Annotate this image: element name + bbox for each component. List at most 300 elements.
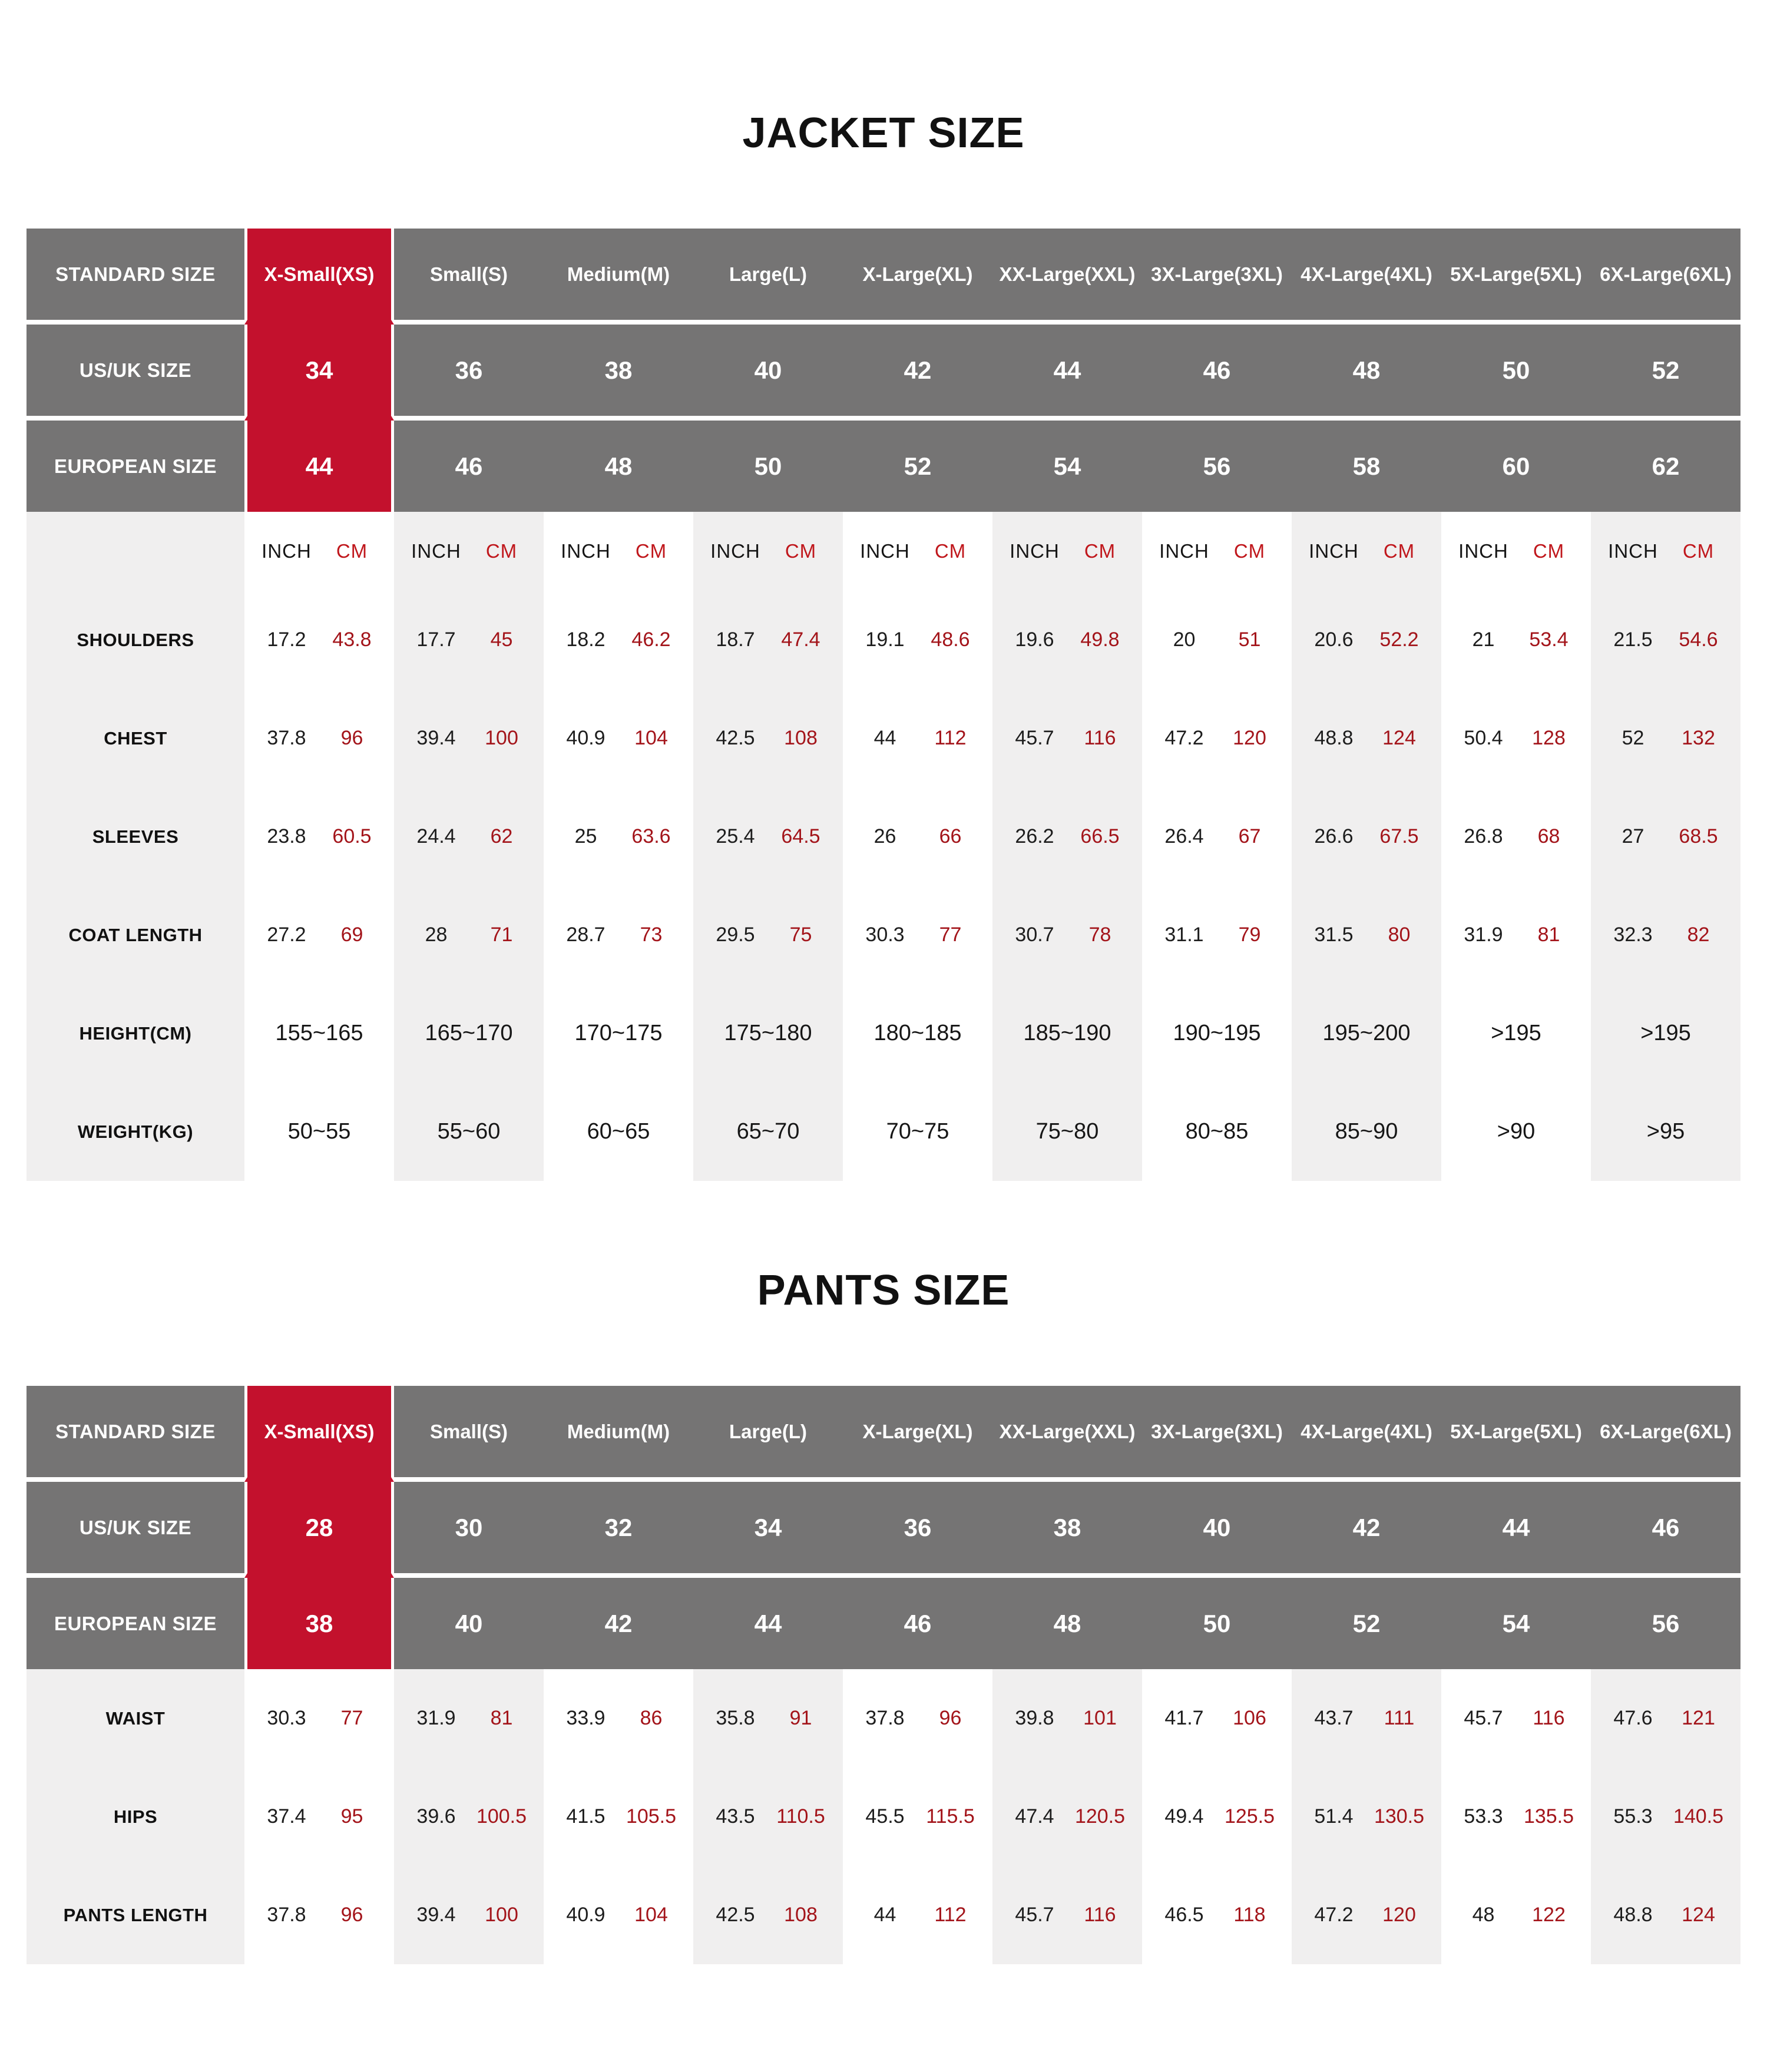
unit-pair bbox=[394, 540, 544, 562]
inch-cm-pair bbox=[1142, 1805, 1292, 1828]
inch-cm-pair bbox=[544, 924, 693, 946]
cm-value: 64.5 bbox=[781, 825, 820, 848]
value-cell bbox=[244, 984, 394, 1083]
cm-value: 140.5 bbox=[1673, 1805, 1724, 1828]
cm-value: 120 bbox=[1382, 1904, 1416, 1926]
inch-value: 39.4 bbox=[416, 1904, 456, 1926]
size-value: 52 bbox=[1352, 1609, 1381, 1637]
size-cell bbox=[394, 229, 544, 325]
inch-cm-pair bbox=[544, 1904, 693, 1927]
cm-value: 112 bbox=[934, 1904, 967, 1926]
size-cell bbox=[544, 1386, 693, 1482]
size-cell bbox=[394, 1578, 544, 1669]
inch-cm-pair bbox=[544, 628, 693, 651]
size-value: 36 bbox=[904, 1513, 932, 1541]
cm-unit-label: CM bbox=[1533, 540, 1565, 562]
measure-label-cell bbox=[27, 984, 244, 1083]
value-cell bbox=[1591, 689, 1740, 787]
cm-value: 48.6 bbox=[931, 628, 970, 651]
value-cell bbox=[394, 787, 544, 886]
inch-cm-pair bbox=[693, 1904, 843, 1927]
inch-cm-pair bbox=[1591, 1904, 1740, 1927]
unit-cell bbox=[1292, 512, 1441, 591]
value-cell bbox=[1142, 689, 1292, 787]
inch-value: 50.4 bbox=[1464, 727, 1503, 749]
cm-value: 71 bbox=[490, 924, 513, 946]
measure-label-cell bbox=[27, 1669, 244, 1768]
cm-value: 135.5 bbox=[1523, 1805, 1574, 1828]
value-cell bbox=[244, 1669, 394, 1768]
size-value: 60 bbox=[1502, 452, 1530, 480]
size-value: 46 bbox=[455, 452, 483, 480]
cm-value: 124 bbox=[1382, 727, 1416, 749]
value-cell bbox=[992, 689, 1142, 787]
range-value: >90 bbox=[1497, 1119, 1536, 1144]
size-cell-highlighted bbox=[244, 1482, 394, 1578]
cm-value: 122 bbox=[1532, 1904, 1566, 1926]
inch-cm-pair bbox=[394, 727, 544, 750]
value-cell bbox=[1591, 591, 1740, 689]
size-value: 28 bbox=[305, 1513, 333, 1541]
value-cell bbox=[1142, 787, 1292, 886]
size-cell bbox=[544, 1482, 693, 1578]
cm-value: 132 bbox=[1682, 727, 1715, 749]
size-cell-highlighted bbox=[244, 1578, 394, 1669]
size-cell bbox=[992, 421, 1142, 512]
inch-cm-pair bbox=[1292, 1805, 1441, 1828]
cm-value: 128 bbox=[1532, 727, 1566, 749]
inch-value: 28.7 bbox=[566, 924, 605, 946]
cm-value: 108 bbox=[784, 727, 818, 749]
size-value: 48 bbox=[1053, 1609, 1081, 1637]
inch-value: 37.8 bbox=[865, 1707, 905, 1729]
value-cell bbox=[244, 689, 394, 787]
size-cell bbox=[1591, 1578, 1740, 1669]
size-cell bbox=[1591, 1482, 1740, 1578]
header-label-cell bbox=[27, 229, 244, 325]
inch-cm-pair bbox=[394, 1805, 544, 1828]
size-cell bbox=[843, 1482, 992, 1578]
size-value: 50 bbox=[1203, 1609, 1231, 1637]
inch-value: 31.9 bbox=[1464, 924, 1503, 946]
header-row-us-uk-size bbox=[27, 325, 1740, 421]
value-cell bbox=[1591, 787, 1740, 886]
range-value: 55~60 bbox=[437, 1119, 501, 1144]
size-cell bbox=[693, 325, 843, 421]
inch-cm-pair bbox=[1142, 727, 1292, 750]
value-cell bbox=[693, 1669, 843, 1768]
value-cell bbox=[1591, 1669, 1740, 1768]
value-cell bbox=[843, 1866, 992, 1964]
measure-label-cell bbox=[27, 1768, 244, 1866]
value-cell bbox=[843, 787, 992, 886]
inch-unit-label: INCH bbox=[262, 540, 312, 562]
size-value: 42 bbox=[904, 356, 932, 384]
value-cell bbox=[992, 1083, 1142, 1181]
value-cell bbox=[1142, 886, 1292, 984]
inch-cm-pair bbox=[1142, 1707, 1292, 1730]
measure-label: COAT LENGTH bbox=[68, 924, 203, 945]
size-value: X-Small(XS) bbox=[264, 263, 375, 285]
range-value: 175~180 bbox=[724, 1021, 812, 1045]
value-cell bbox=[693, 689, 843, 787]
cm-value: 112 bbox=[934, 727, 967, 749]
size-value: Small(S) bbox=[429, 263, 508, 285]
inch-value: 37.8 bbox=[267, 727, 306, 749]
size-cell bbox=[693, 1386, 843, 1482]
size-value: 46 bbox=[904, 1609, 932, 1637]
value-cell bbox=[693, 787, 843, 886]
value-cell bbox=[1292, 591, 1441, 689]
inch-cm-pair bbox=[544, 1805, 693, 1828]
range-value: 80~85 bbox=[1185, 1119, 1249, 1144]
cm-value: 69 bbox=[340, 924, 363, 946]
size-value: 58 bbox=[1352, 452, 1381, 480]
measure-label-cell bbox=[27, 1866, 244, 1964]
header-label: US/UK SIZE bbox=[79, 1516, 192, 1538]
cm-value: 118 bbox=[1233, 1904, 1266, 1926]
inch-unit-label: INCH bbox=[1010, 540, 1060, 562]
inch-cm-pair bbox=[693, 825, 843, 848]
cm-value: 100 bbox=[485, 1904, 518, 1926]
inch-value: 21.5 bbox=[1613, 628, 1653, 651]
jacket-size-title: JACKET SIZE bbox=[742, 110, 1025, 157]
size-value: Large(L) bbox=[729, 263, 807, 285]
inch-value: 20.6 bbox=[1314, 628, 1354, 651]
size-value: Small(S) bbox=[429, 1420, 508, 1442]
size-value: 3X-Large(3XL) bbox=[1151, 1420, 1283, 1442]
value-cell bbox=[544, 689, 693, 787]
inch-cm-pair bbox=[1292, 924, 1441, 946]
inch-value: 53.3 bbox=[1464, 1805, 1503, 1828]
row-sleeves bbox=[27, 787, 1740, 886]
header-label: EUROPEAN SIZE bbox=[54, 1612, 217, 1634]
header-label-cell bbox=[27, 421, 244, 512]
inch-cm-pair bbox=[1292, 1707, 1441, 1730]
size-value: 52 bbox=[904, 452, 932, 480]
value-cell bbox=[1292, 787, 1441, 886]
size-value: X-Large(XL) bbox=[862, 1420, 973, 1442]
size-cell bbox=[843, 229, 992, 325]
cm-unit-label: CM bbox=[1682, 540, 1715, 562]
inch-cm-pair bbox=[1441, 628, 1591, 651]
range-value: >195 bbox=[1491, 1021, 1541, 1045]
unit-pair bbox=[1591, 540, 1740, 562]
unit-cell bbox=[394, 512, 544, 591]
measure-label-cell bbox=[27, 1083, 244, 1181]
value-cell bbox=[544, 1083, 693, 1181]
inch-cm-pair bbox=[1441, 825, 1591, 848]
value-cell bbox=[843, 984, 992, 1083]
inch-value: 47.4 bbox=[1015, 1805, 1054, 1828]
inch-value: 27 bbox=[1622, 825, 1644, 848]
inch-value: 26.2 bbox=[1015, 825, 1054, 848]
inch-value: 26.8 bbox=[1464, 825, 1503, 848]
inch-value: 47.2 bbox=[1314, 1904, 1354, 1926]
size-value: 3X-Large(3XL) bbox=[1151, 263, 1283, 285]
cm-value: 108 bbox=[784, 1904, 818, 1926]
size-value: 4X-Large(4XL) bbox=[1301, 1420, 1432, 1442]
value-cell bbox=[244, 787, 394, 886]
inch-value: 37.4 bbox=[267, 1805, 306, 1828]
size-value: 40 bbox=[1203, 1513, 1231, 1541]
value-cell bbox=[1292, 1768, 1441, 1866]
inch-value: 39.4 bbox=[416, 727, 456, 749]
value-cell bbox=[544, 591, 693, 689]
cm-value: 45 bbox=[490, 628, 513, 651]
size-cell-highlighted bbox=[244, 325, 394, 421]
inch-value: 45.7 bbox=[1015, 1904, 1054, 1926]
measure-label-cell bbox=[27, 886, 244, 984]
value-cell bbox=[544, 886, 693, 984]
range-value: >95 bbox=[1646, 1119, 1685, 1144]
inch-unit-label: INCH bbox=[1159, 540, 1209, 562]
value-cell bbox=[394, 1669, 544, 1768]
inch-value: 52 bbox=[1622, 727, 1644, 749]
cm-value: 81 bbox=[490, 1707, 513, 1729]
inch-cm-pair bbox=[1591, 924, 1740, 946]
size-cell bbox=[843, 421, 992, 512]
size-value: Medium(M) bbox=[567, 263, 670, 285]
inch-cm-pair bbox=[394, 924, 544, 946]
size-cell bbox=[1292, 1386, 1441, 1482]
size-value: X-Large(XL) bbox=[862, 263, 973, 285]
inch-cm-pair bbox=[1292, 825, 1441, 848]
inch-value: 33.9 bbox=[566, 1707, 605, 1729]
cm-value: 106 bbox=[1233, 1707, 1266, 1729]
inch-value: 42.5 bbox=[716, 1904, 755, 1926]
cm-value: 91 bbox=[789, 1707, 812, 1729]
value-cell bbox=[1441, 984, 1591, 1083]
size-value: 6X-Large(6XL) bbox=[1600, 263, 1732, 285]
value-cell bbox=[1441, 1768, 1591, 1866]
cm-value: 120 bbox=[1233, 727, 1266, 749]
cm-value: 105.5 bbox=[626, 1805, 677, 1828]
inch-cm-pair bbox=[1591, 1805, 1740, 1828]
inch-cm-pair bbox=[244, 1707, 394, 1730]
value-cell bbox=[244, 1083, 394, 1181]
value-cell bbox=[1292, 1083, 1441, 1181]
size-cell bbox=[1441, 1578, 1591, 1669]
inch-value: 45.7 bbox=[1015, 727, 1054, 749]
cm-value: 86 bbox=[640, 1707, 663, 1729]
size-value: 54 bbox=[1502, 1609, 1530, 1637]
value-cell bbox=[1441, 886, 1591, 984]
cm-unit-label: CM bbox=[785, 540, 817, 562]
size-cell bbox=[992, 1386, 1142, 1482]
inch-unit-label: INCH bbox=[1608, 540, 1658, 562]
inch-unit-label: INCH bbox=[561, 540, 611, 562]
cm-value: 104 bbox=[634, 1904, 668, 1926]
cm-value: 79 bbox=[1238, 924, 1261, 946]
header-label-cell bbox=[27, 1482, 244, 1578]
unit-cell bbox=[544, 512, 693, 591]
measure-label: PANTS LENGTH bbox=[63, 1904, 208, 1925]
size-value: 46 bbox=[1652, 1513, 1680, 1541]
size-value: 34 bbox=[305, 356, 333, 384]
cm-value: 63.6 bbox=[631, 825, 671, 848]
size-cell bbox=[1292, 1578, 1441, 1669]
inch-cm-pair bbox=[843, 727, 992, 750]
size-cell bbox=[1292, 1482, 1441, 1578]
size-cell bbox=[1142, 421, 1292, 512]
unit-cell bbox=[1441, 512, 1591, 591]
size-value: 5X-Large(5XL) bbox=[1450, 263, 1582, 285]
size-cell bbox=[843, 1386, 992, 1482]
size-cell bbox=[992, 325, 1142, 421]
inch-cm-pair bbox=[843, 1805, 992, 1828]
inch-cm-pair bbox=[1591, 825, 1740, 848]
size-value: 44 bbox=[305, 452, 333, 480]
cm-value: 101 bbox=[1083, 1707, 1117, 1729]
cm-value: 125.5 bbox=[1224, 1805, 1275, 1828]
inch-cm-pair bbox=[992, 1904, 1142, 1927]
jacket-size-table bbox=[27, 229, 1740, 1181]
size-value: 52 bbox=[1652, 356, 1680, 384]
size-value: 50 bbox=[754, 452, 782, 480]
inch-cm-pair bbox=[1142, 1904, 1292, 1927]
value-cell bbox=[693, 1083, 843, 1181]
inch-cm-pair bbox=[1441, 1805, 1591, 1828]
inch-value: 40.9 bbox=[566, 727, 605, 749]
inch-value: 19.6 bbox=[1015, 628, 1054, 651]
value-cell bbox=[1142, 1866, 1292, 1964]
value-cell bbox=[992, 984, 1142, 1083]
cm-value: 68.5 bbox=[1679, 825, 1718, 848]
cm-value: 66.5 bbox=[1080, 825, 1120, 848]
measure-label: WEIGHT(KG) bbox=[77, 1121, 194, 1142]
size-cell bbox=[1142, 1578, 1292, 1669]
cm-value: 43.8 bbox=[332, 628, 372, 651]
cm-value: 116 bbox=[1533, 1707, 1565, 1729]
inch-cm-pair bbox=[693, 1805, 843, 1828]
value-cell bbox=[693, 984, 843, 1083]
size-cell bbox=[693, 1578, 843, 1669]
cm-unit-label: CM bbox=[485, 540, 518, 562]
size-value: 46 bbox=[1203, 356, 1231, 384]
cm-value: 53.4 bbox=[1529, 628, 1569, 651]
inch-value: 18.7 bbox=[716, 628, 755, 651]
inch-value: 44 bbox=[873, 727, 896, 749]
cm-value: 78 bbox=[1088, 924, 1111, 946]
inch-cm-pair bbox=[1441, 1707, 1591, 1730]
inch-value: 39.8 bbox=[1015, 1707, 1054, 1729]
cm-value: 96 bbox=[340, 1904, 363, 1926]
inch-value: 18.2 bbox=[566, 628, 605, 651]
inch-cm-pair bbox=[1292, 628, 1441, 651]
inch-cm-pair bbox=[244, 1904, 394, 1927]
inch-cm-pair bbox=[1591, 727, 1740, 750]
inch-value: 31.5 bbox=[1314, 924, 1354, 946]
range-value: 75~80 bbox=[1035, 1119, 1099, 1144]
measure-label-cell bbox=[27, 787, 244, 886]
cm-value: 82 bbox=[1687, 924, 1710, 946]
inch-value: 28 bbox=[425, 924, 448, 946]
size-cell bbox=[1142, 229, 1292, 325]
inch-cm-pair bbox=[544, 825, 693, 848]
value-cell bbox=[992, 1768, 1142, 1866]
inch-unit-label: INCH bbox=[1458, 540, 1508, 562]
value-cell bbox=[1441, 591, 1591, 689]
value-cell bbox=[394, 1866, 544, 1964]
unit-pair bbox=[843, 540, 992, 562]
unit-label-spacer-cell bbox=[27, 512, 244, 591]
value-cell bbox=[843, 689, 992, 787]
inch-cm-pair bbox=[693, 924, 843, 946]
measure-label: HIPS bbox=[113, 1806, 158, 1827]
value-cell bbox=[544, 984, 693, 1083]
size-value: 44 bbox=[1053, 356, 1081, 384]
value-cell bbox=[244, 1866, 394, 1964]
cm-value: 96 bbox=[340, 727, 363, 749]
size-cell bbox=[992, 229, 1142, 325]
inch-cm-pair bbox=[1591, 1707, 1740, 1730]
size-value: 30 bbox=[455, 1513, 483, 1541]
inch-cm-pair bbox=[394, 1707, 544, 1730]
inch-value: 41.7 bbox=[1164, 1707, 1204, 1729]
row-coat-length bbox=[27, 886, 1740, 984]
inch-value: 26.4 bbox=[1164, 825, 1204, 848]
value-cell bbox=[244, 886, 394, 984]
header-label: STANDARD SIZE bbox=[55, 263, 216, 285]
inch-cm-pair bbox=[544, 1707, 693, 1730]
inch-value: 30.7 bbox=[1015, 924, 1054, 946]
pants-size-title: PANTS SIZE bbox=[757, 1267, 1010, 1314]
value-cell bbox=[394, 886, 544, 984]
inch-cm-pair bbox=[244, 1805, 394, 1828]
row-chest bbox=[27, 689, 1740, 787]
inch-cm-pair bbox=[394, 825, 544, 848]
size-cell bbox=[843, 325, 992, 421]
size-cell bbox=[1441, 1482, 1591, 1578]
size-value: 44 bbox=[1502, 1513, 1530, 1541]
cm-value: 49.8 bbox=[1080, 628, 1120, 651]
cm-value: 68 bbox=[1537, 825, 1560, 848]
inch-value: 27.2 bbox=[267, 924, 306, 946]
cm-value: 77 bbox=[340, 1707, 363, 1729]
row-shoulders bbox=[27, 591, 1740, 689]
cm-unit-label: CM bbox=[336, 540, 368, 562]
value-cell bbox=[843, 1768, 992, 1866]
value-cell bbox=[843, 1083, 992, 1181]
size-cell bbox=[544, 325, 693, 421]
header-label-cell bbox=[27, 1578, 244, 1669]
inch-value: 23.8 bbox=[267, 825, 306, 848]
range-value: 180~185 bbox=[873, 1021, 962, 1045]
cm-value: 111 bbox=[1384, 1707, 1415, 1729]
inch-cm-pair bbox=[693, 628, 843, 651]
row-height-cm bbox=[27, 984, 1740, 1083]
inch-value: 48.8 bbox=[1613, 1904, 1653, 1926]
header-row-standard-size bbox=[27, 229, 1740, 325]
inch-cm-pair bbox=[1292, 1904, 1441, 1927]
inch-value: 21 bbox=[1472, 628, 1495, 651]
cm-value: 116 bbox=[1084, 727, 1116, 749]
inch-cm-pair bbox=[992, 825, 1142, 848]
measure-label-cell bbox=[27, 689, 244, 787]
cm-value: 66 bbox=[939, 825, 962, 848]
inch-value: 26 bbox=[873, 825, 896, 848]
inch-value: 17.2 bbox=[267, 628, 306, 651]
row-waist bbox=[27, 1669, 1740, 1768]
inch-value: 49.4 bbox=[1164, 1805, 1204, 1828]
size-value: 38 bbox=[604, 356, 633, 384]
size-cell bbox=[1591, 229, 1740, 325]
inch-cm-pair bbox=[1142, 628, 1292, 651]
inch-cm-pair bbox=[992, 924, 1142, 946]
cm-value: 100 bbox=[485, 727, 518, 749]
value-cell bbox=[992, 787, 1142, 886]
